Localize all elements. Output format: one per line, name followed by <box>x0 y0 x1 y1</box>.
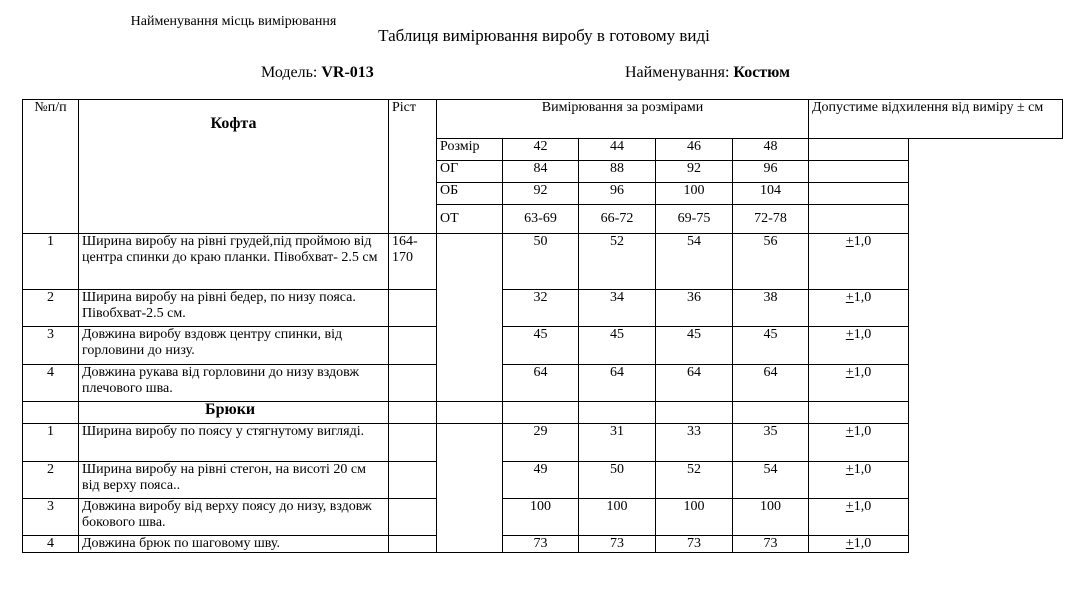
plus-minus: + <box>845 499 854 514</box>
table-row <box>23 234 1063 290</box>
row-number: 3 <box>23 499 79 536</box>
table-row <box>23 536 1063 553</box>
measure-value: 45 <box>733 327 809 365</box>
row-description: Ширина виробу на рівні стегон, на висоті 20 см від верху пояса.. <box>79 462 389 499</box>
size-row-label: ОГ <box>437 161 503 183</box>
blank-cell <box>809 161 909 183</box>
height-empty <box>389 424 437 462</box>
name-label: Найменування: <box>625 64 730 81</box>
tolerance-value <box>809 365 909 402</box>
table-row <box>23 462 1063 499</box>
table-row <box>23 290 1063 327</box>
size-value: 63-69 <box>503 205 579 234</box>
blank-cell <box>809 402 909 424</box>
blank-cell <box>656 402 733 424</box>
header-place: Найменування місць вимірювання <box>130 14 337 29</box>
tolerance-value <box>809 499 909 536</box>
model-label: Модель: <box>261 64 318 81</box>
tolerance-number: 1,0 <box>853 327 872 342</box>
measure-value: 73 <box>656 536 733 553</box>
measure-value: 73 <box>579 536 656 553</box>
plus-minus: + <box>845 424 854 439</box>
row-description: Ширина виробу на рівні грудей,під проймою від центра спинки до краю планки. Півобхват- 2.5 см <box>79 234 389 290</box>
header-height: Ріст <box>389 100 437 234</box>
measure-value: 73 <box>503 536 579 553</box>
size-label-empty <box>437 424 503 553</box>
size-value: 88 <box>579 161 656 183</box>
size-value: 84 <box>503 161 579 183</box>
row-description: Довжина виробу від верху поясу до низу, вздовж бокового шва. <box>79 499 389 536</box>
height-empty <box>389 536 437 553</box>
height-empty <box>389 499 437 536</box>
tolerance-value <box>809 327 909 365</box>
plus-minus: + <box>845 234 854 249</box>
measure-value: 45 <box>503 327 579 365</box>
blank-cell <box>809 205 909 234</box>
measure-value: 100 <box>733 499 809 536</box>
name-line <box>625 64 790 82</box>
section-row <box>23 402 1063 424</box>
measure-value: 31 <box>579 424 656 462</box>
tolerance-number: 1,0 <box>853 234 872 249</box>
measure-value: 64 <box>733 365 809 402</box>
height-empty <box>389 327 437 365</box>
blank-cell <box>733 402 809 424</box>
tolerance-value <box>809 234 909 290</box>
empty-space <box>909 139 1063 234</box>
row-number: 2 <box>23 290 79 327</box>
blank-cell <box>579 402 656 424</box>
size-value: 96 <box>579 183 656 205</box>
height-empty <box>389 462 437 499</box>
blank-cell <box>809 139 909 161</box>
tolerance-number: 1,0 <box>853 462 872 477</box>
row-description: Довжина рукава від горловини до низу вздовж плечового шва. <box>79 365 389 402</box>
size-value: 100 <box>656 183 733 205</box>
tolerance-value <box>809 290 909 327</box>
size-value: 66-72 <box>579 205 656 234</box>
size-row-label: ОТ <box>437 205 503 234</box>
tolerance-number: 1,0 <box>853 290 872 305</box>
row-description: Довжина брюк по шаговому шву. <box>79 536 389 553</box>
measure-value: 50 <box>579 462 656 499</box>
row-description: Ширина виробу на рівні бедер, по низу пояса. Півобхват-2.5 см. <box>79 290 389 327</box>
measure-value: 56 <box>733 234 809 290</box>
measure-value: 54 <box>733 462 809 499</box>
blank-cell <box>437 402 503 424</box>
blank-cell <box>503 402 579 424</box>
blank-cell <box>23 402 79 424</box>
size-value: 46 <box>656 139 733 161</box>
size-value: 92 <box>503 183 579 205</box>
row-description: Довжина виробу вздовж центру спинки, від горловини до низу. <box>79 327 389 365</box>
measure-value: 64 <box>503 365 579 402</box>
tolerance-number: 1,0 <box>853 424 872 439</box>
size-value: 72-78 <box>733 205 809 234</box>
size-value: 92 <box>656 161 733 183</box>
size-value: 104 <box>733 183 809 205</box>
table-row <box>23 499 1063 536</box>
tolerance-value <box>809 536 909 553</box>
row-number: 3 <box>23 327 79 365</box>
plus-minus: + <box>845 365 854 380</box>
measure-value: 52 <box>656 462 733 499</box>
row-number: 1 <box>23 424 79 462</box>
tolerance-number: 1,0 <box>853 536 872 551</box>
size-value: 69-75 <box>656 205 733 234</box>
tolerance-value <box>809 462 909 499</box>
measure-value: 33 <box>656 424 733 462</box>
section-kofta: Кофта <box>210 115 257 132</box>
measure-value: 38 <box>733 290 809 327</box>
measure-value: 36 <box>656 290 733 327</box>
model-value: VR-013 <box>321 64 374 81</box>
blank-cell <box>809 183 909 205</box>
measure-value: 29 <box>503 424 579 462</box>
table-row <box>23 365 1063 402</box>
tolerance-number: 1,0 <box>853 365 872 380</box>
measure-value: 52 <box>579 234 656 290</box>
tolerance-value <box>809 424 909 462</box>
measure-value: 100 <box>656 499 733 536</box>
measure-value: 32 <box>503 290 579 327</box>
size-value: 96 <box>733 161 809 183</box>
size-label-empty <box>437 234 503 402</box>
measure-value: 49 <box>503 462 579 499</box>
measure-value: 50 <box>503 234 579 290</box>
size-row-label: ОБ <box>437 183 503 205</box>
section-bryuky: Брюки <box>79 402 389 424</box>
measure-value: 64 <box>656 365 733 402</box>
row-number: 1 <box>23 234 79 290</box>
row-number: 4 <box>23 365 79 402</box>
plus-minus: + <box>845 536 854 551</box>
measure-value: 100 <box>503 499 579 536</box>
document-title: Таблиця вимірювання виробу в готовому виді <box>378 26 710 45</box>
row-number: 4 <box>23 536 79 553</box>
header-sizes: Вимірювання за розмірами <box>437 100 809 139</box>
measure-value: 34 <box>579 290 656 327</box>
size-value: 42 <box>503 139 579 161</box>
row-number: 2 <box>23 462 79 499</box>
measure-value: 54 <box>656 234 733 290</box>
measure-value: 45 <box>579 327 656 365</box>
table-row <box>23 424 1063 462</box>
blank-cell <box>389 402 437 424</box>
model-line <box>261 64 374 82</box>
row-description: Ширина виробу по поясу у стягнутому вигляді. <box>79 424 389 462</box>
table-row <box>23 327 1063 365</box>
height-value: 164-170 <box>389 234 437 290</box>
measure-value: 100 <box>579 499 656 536</box>
measure-value: 64 <box>579 365 656 402</box>
tolerance-number: 1,0 <box>853 499 872 514</box>
measure-value: 73 <box>733 536 809 553</box>
measure-value: 45 <box>656 327 733 365</box>
size-row-label: Розмір <box>437 139 503 161</box>
size-value: 48 <box>733 139 809 161</box>
name-value: Костюм <box>733 64 791 81</box>
header-tolerance: Допустиме відхилення від виміру ± см <box>809 100 1063 139</box>
height-empty <box>389 290 437 327</box>
header-num: №п/п <box>23 100 79 234</box>
measure-value: 35 <box>733 424 809 462</box>
height-empty <box>389 365 437 402</box>
size-value: 44 <box>579 139 656 161</box>
plus-minus: + <box>845 327 854 342</box>
plus-minus: + <box>845 290 854 305</box>
plus-minus: + <box>845 462 854 477</box>
